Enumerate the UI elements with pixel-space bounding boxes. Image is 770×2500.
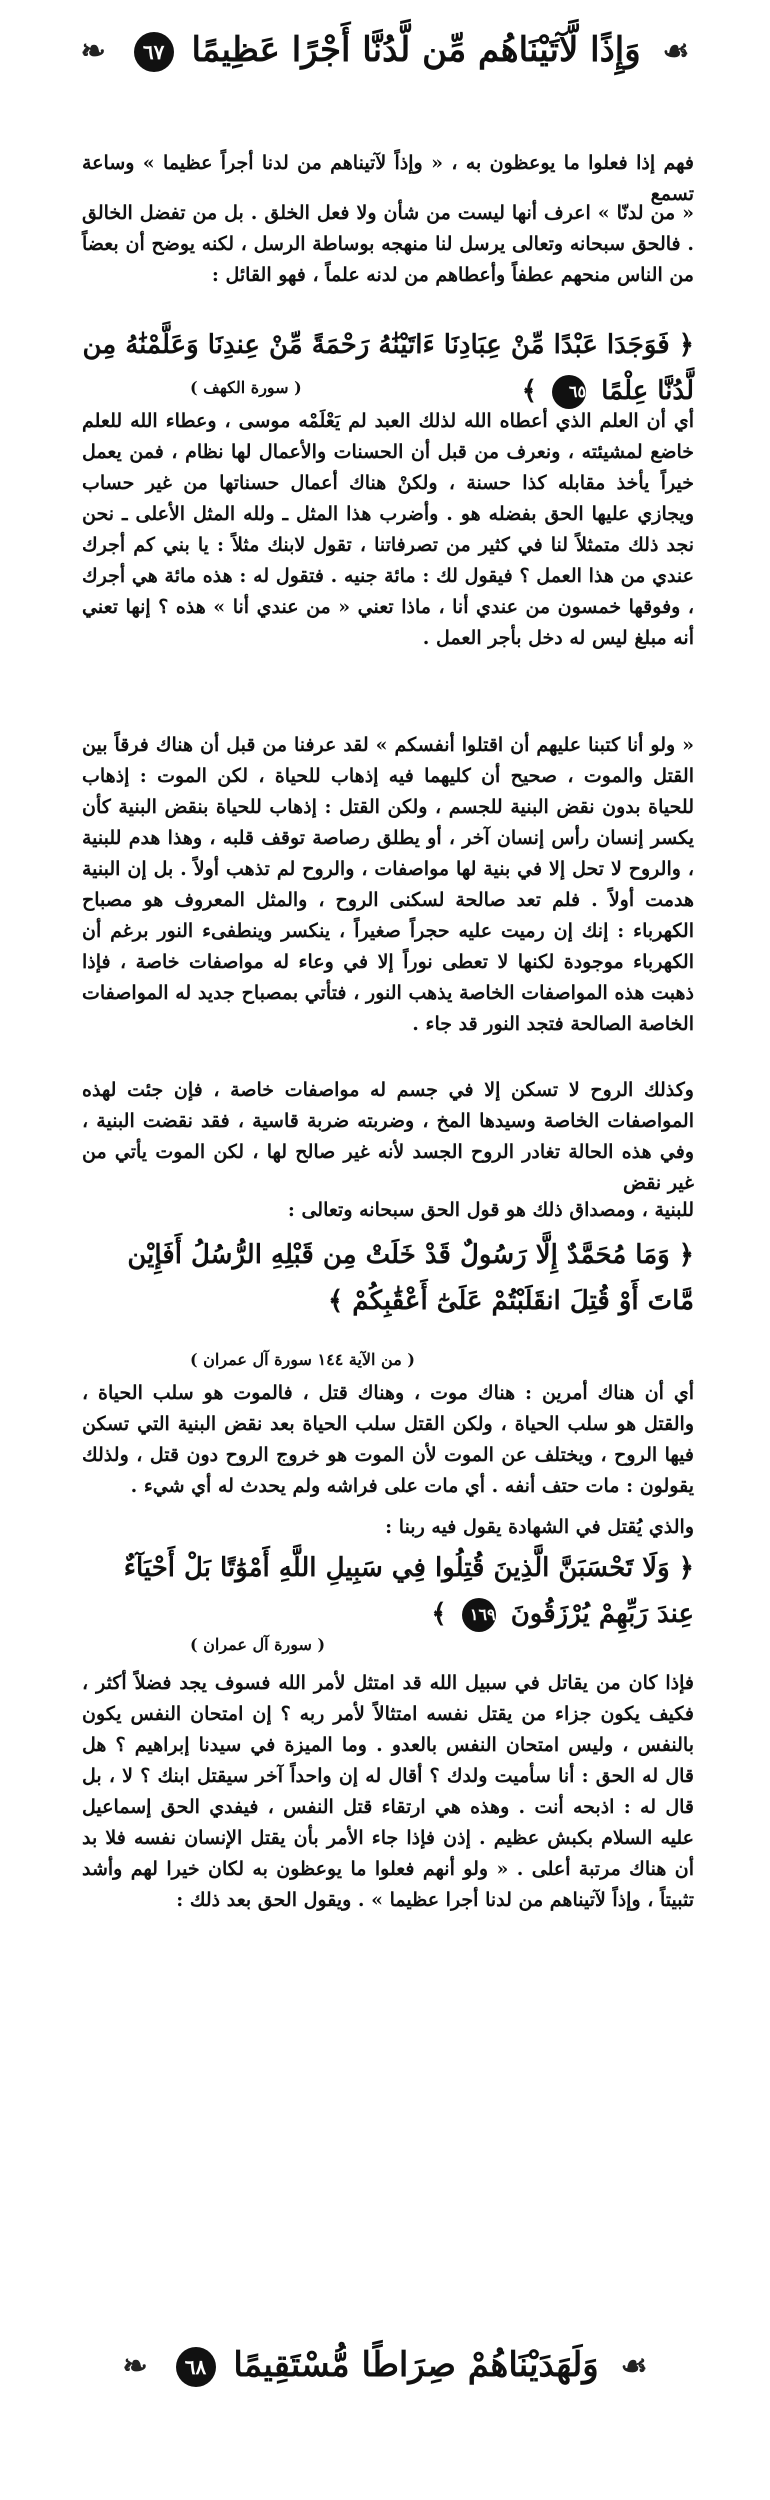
header-verse [0, 30, 770, 72]
surah-reference: ( سورة الكهف ) [190, 378, 302, 397]
open-bracket-icon: ﴿ [678, 330, 694, 360]
open-bracket-icon: ﴿ [678, 1553, 694, 1583]
quran-verse-text: فَوَجَدَا عَبْدًا مِّنْ عِبَادِنَا ءَاتَيْنَٰهُ رَحْمَةً مِّنْ عِندِنَا وَعَلَّمْنَٰهُ مِن لَّدُنَّا عِلْمًا [82, 330, 694, 406]
verse-number-badge: ٦٧ [134, 32, 174, 72]
paragraph: أي أن العلم الذي أعطاه الله لذلك العبد لم يَعْلَمْه موسى ، وعطاء الله للعلم خاضع لمشيئته ، ونعرف من قبل أن الحسنات والأعمال لها نظام ، فمن يعمل خيراً يأخذ مقابله كذا حسنة ، ولكنْ هناك أعمال حسناتها من غير حساب ويجازي عليها الحق بفضله هو . وأضرب هذا المثل ـ ولله المثل الأعلى ـ نحن نجد ذلك متمثلاً لنا في كثير من تصرفاتنا ، تقول لابنك مثلاً : يا بني كم أجرك عندي من هذا العمل ؟ فيقول لك : مائة جنيه . فتقول له : هذه مائة هي أجرك ، وفوقها خمسون من عندي أنا ، ماذا تعني « من عندي أنا » هذه ؟ إنها تعني أنه مبلغ ليس له دخل بأجر العمل . [82, 410, 694, 649]
paragraph: وكذلك الروح لا تسكن إلا في جسم له مواصفات خاصة ، فإن جئت لهذه المواصفات الخاصة وسيدها المخ ، وضربته ضربة قاسية ، فقد نقضت البنية ، وفي هذه الحالة تغادر الروح الجسد لأنه غير صالح لها ، لكن الموت يأتي من غير نقض [82, 1079, 694, 1194]
paragraph: فإذا كان من يقاتل في سبيل الله قد امتثل لأمر الله فسوف يجد فضلاً أكثر ، فكيف يكون جزاء من يقتل نفسه امتثالاً لأمر ربه ؟ إن امتحان النفس يكون بالنفس ، وليس امتحان النفس بالعدو . وما الميزة في سيدنا إبراهيم ؟ هل قال له الحق : أنا سأميت ولدك ؟ أقال له إن واحداً آخر سيقتل ابنك ؟ لا ، بل قال له : اذبحه أنت . وهذه هي ارتقاء قتل النفس ، فيفدي الحق إسماعيل عليه السلام بكبش عظيم . إذن فإذا جاء الأمر بأن يقتل الإنسان نفسه فلا بد أن هناك مرتبة أعلى . « ولو أنهم فعلوا ما يوعظون به لكان خيرا لهم وأشد تثبيتاً ، وإذاً لآتيناهم من لدنا أجرا عظيما » . ويقول الحق بعد ذلك : [82, 1672, 694, 1911]
open-bracket-icon: ﴿ [678, 1240, 694, 1270]
floral-ornament-icon: ☙ [662, 34, 690, 69]
surah-reference: ( سورة آل عمران ) [190, 1635, 326, 1654]
close-bracket-icon: ﴾ [431, 1599, 447, 1629]
verse-number-badge: ١٦٩ [462, 1598, 496, 1632]
paragraph: « ولو أنا كتبنا عليهم أن اقتلوا أنفسكم » لقد عرفنا من قبل أن هناك فرقاً بين القتل والموت ، صحيح أن كليهما فيه إذهاب للحياة ، لكن الموت : إذهاب للحياة بدون نقض البنية للجسم ، ولكن القتل : إذهاب للحياة بنقض البنية كأن يكسر إنسان رأس إنسان آخر ، أو يطلق رصاصة توقف قلبه ، وهذا هدم للبنية ، والروح لا تحل إلا في بنية لها مواصفات ، والروح لم تذهب أولاً . بل إن البنية هدمت أولاً . فلم تعد صالحة لسكنى الروح ، والمثل المعروف هو مصباح الكهرباء : إنك إن رميت عليه حجراً صغيراً ، ينكسر وينطفىء النور برغم أن الكهرباء موجودة لكنها لا تعطى نوراً إلا في وعاء له مواصفات خاصة ، فإذا ذهبت هذه المواصفات الخاصة يذهب النور ، فتأتي بمصباح جديد له المواصفات الخاصة الصالحة فتجد النور قد جاء . [82, 734, 694, 1035]
close-bracket-icon: ﴾ [521, 376, 538, 406]
floral-ornament-icon: ❧ [80, 34, 106, 69]
paragraph: للبنية ، ومصداق ذلك هو قول الحق سبحانه وتعالى : [287, 1199, 694, 1221]
surah-reference: ( من الآية ١٤٤ سورة آل عمران ) [190, 1350, 415, 1369]
quran-quote-kahf [82, 322, 694, 414]
close-bracket-icon: ﴾ [327, 1286, 344, 1316]
quran-quote-imran-169 [82, 1545, 694, 1637]
floral-ornament-icon: ❧ [122, 2349, 148, 2384]
floral-ornament-icon: ☙ [620, 2349, 648, 2384]
quran-verse-text: وَلَا تَحْسَبَنَّ الَّذِينَ قُتِلُوا فِي سَبِيلِ اللَّهِ أَمْوَٰتًا بَلْ أَحْيَآءٌ عِندَ رَبِّهِمْ يُرْزَقُونَ [123, 1553, 694, 1629]
paragraph: أي أن هناك أمرين : هناك موت ، وهناك قتل ، فالموت هو سلب الحياة ، والقتل هو سلب الحياة ، ولكن القتل سلب الحياة بعد نقض البنية التي تسكن فيها الروح ، ويختلف عن الموت لأن الموت هو خروج الروح دون قتل ، ولذلك يقولون : مات حتف أنفه . أي مات على فراشه ولم يحدث له أي شيء . [82, 1382, 694, 1497]
paragraph: فهم إذا فعلوا ما يوعظون به ، « وإذاً لآتيناهم من لدنا أجراً عظيما » وساعة تسمع [82, 152, 694, 205]
paragraph: « من لدنّا » اعرف أنها ليست من شأن ولا فعل الخلق . بل من تفضل الخالق . فالحق سبحانه وتعالى يرسل لنا منهجه بوساطة الرسل ، لكنه يوضح أن بعضاً من الناس منحهم عطفاً وأعطاهم من لدنه علماً ، فهو القائل : [82, 202, 694, 286]
verse-number-badge: ٦٥ [552, 375, 586, 409]
paragraph: والذي يُقتل في الشهادة يقول فيه ربنا : [385, 1516, 694, 1538]
header-verse-text: وَإِذًا لَّآتَيْنَاهُم مِّن لَّدُنَّا أَجْرًا عَظِيمًا [191, 30, 641, 70]
quran-verse-text: وَمَا مُحَمَّدٌ إِلَّا رَسُولٌ قَدْ خَلَتْ مِن قَبْلِهِ الرُّسُلُ أَفَإِيْن مَّاتَ أَوْ قُتِلَ انقَلَبْتُمْ عَلَىٰٓ أَعْقَٰبِكُمْ [127, 1240, 694, 1316]
verse-number-badge: ٦٨ [176, 2347, 216, 2387]
quran-quote-imran-144 [82, 1232, 694, 1324]
footer-verse-text: وَلَهَدَيْنَاهُمْ صِرَاطًا مُّسْتَقِيمًا [233, 2345, 599, 2385]
footer-verse [0, 2345, 770, 2387]
